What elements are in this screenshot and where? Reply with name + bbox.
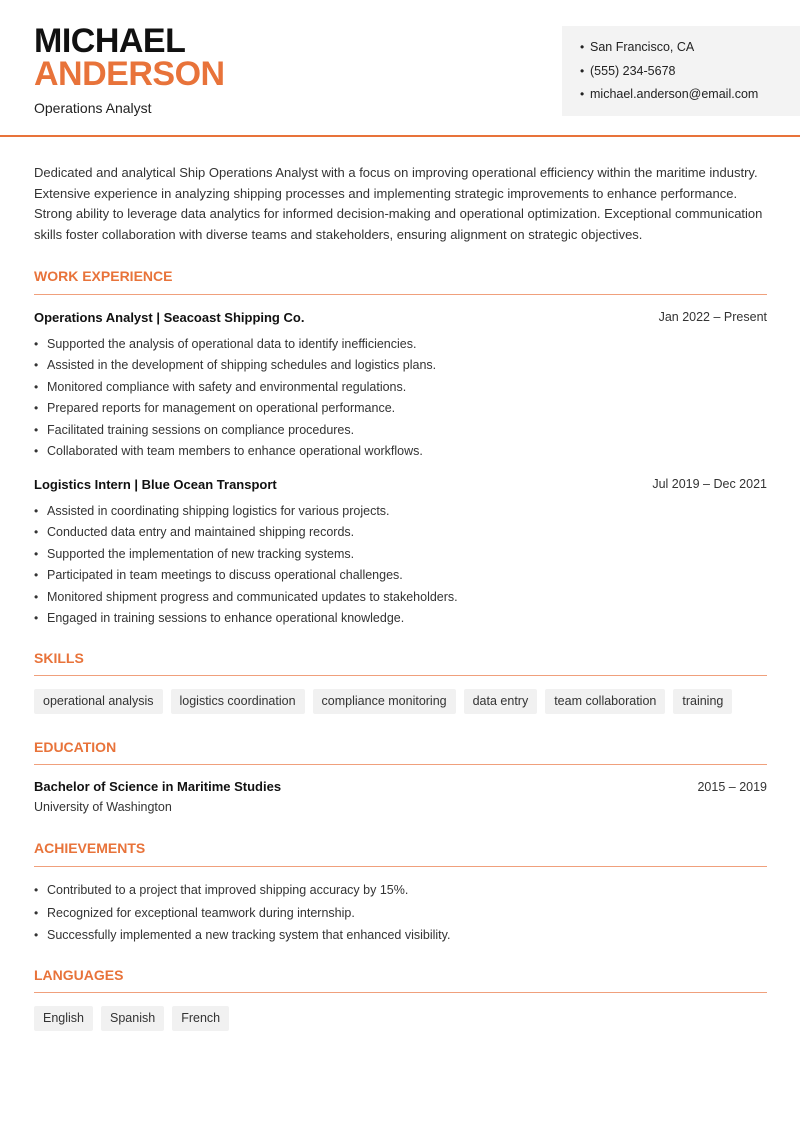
contact-phone: • (555) 234-5678 <box>580 62 800 86</box>
section-divider <box>34 764 767 765</box>
job-role: Operations Analyst | Seacoast Shipping Co. <box>34 310 305 325</box>
list-item: • Collaborated with team members to enhance operational workflows. <box>34 442 767 463</box>
job-dates: Jul 2019 – Dec 2021 <box>652 477 767 491</box>
list-item: • Recognized for exceptional teamwork during internship. <box>34 904 767 927</box>
section-divider <box>34 675 767 676</box>
job-bullets <box>34 335 767 463</box>
education-school: University of Washington <box>34 800 172 814</box>
skill-tag: team collaboration <box>545 689 665 714</box>
contact-location: • San Francisco, CA <box>580 38 800 62</box>
language-tag: French <box>172 1006 229 1031</box>
last-name: ANDERSON <box>34 55 225 93</box>
skills-tags <box>34 689 732 714</box>
language-tag: English <box>34 1006 93 1031</box>
job-header <box>34 477 767 492</box>
skill-tag: data entry <box>464 689 538 714</box>
resume-header <box>0 0 800 137</box>
education-degree: Bachelor of Science in Maritime Studies <box>34 779 282 794</box>
section-title-education: EDUCATION <box>34 739 117 755</box>
list-item: • Contributed to a project that improved shipping accuracy by 15%. <box>34 881 767 904</box>
job-dates: Jan 2022 – Present <box>658 310 767 324</box>
skill-tag: logistics coordination <box>171 689 305 714</box>
section-divider <box>34 294 767 295</box>
section-title-skills: SKILLS <box>34 650 84 666</box>
list-item: • Supported the analysis of operational data to identify inefficiencies. <box>34 335 767 356</box>
section-divider <box>34 866 767 867</box>
list-item: • Engaged in training sessions to enhance operational knowledge. <box>34 609 767 630</box>
list-item: • Prepared reports for management on operational performance. <box>34 399 767 420</box>
job-title: Operations Analyst <box>34 100 152 116</box>
list-item: • Monitored shipment progress and communicated updates to stakeholders. <box>34 588 767 609</box>
section-divider <box>34 992 767 993</box>
first-name: MICHAEL <box>34 22 186 60</box>
achievement-bullets <box>34 881 767 949</box>
language-tag: Spanish <box>101 1006 164 1031</box>
list-item: • Assisted in coordinating shipping logistics for various projects. <box>34 502 767 523</box>
skill-tag: training <box>673 689 732 714</box>
skill-tag: compliance monitoring <box>313 689 456 714</box>
list-item: • Assisted in the development of shipping schedules and logistics plans. <box>34 356 767 377</box>
skill-tag: operational analysis <box>34 689 163 714</box>
summary-text: Dedicated and analytical Ship Operations Analyst with a focus on improving operational efficiency within the maritime industry. Extensive experience in analyzing shipping processes and implementing strategic improvements to enhance performance. Strong ability to leverage data analytics for informed decision-making and operational optimization. Exceptional communication skills foster collaboration with diverse teams and stakeholders, ensuring alignment on strategic objectives. <box>34 165 763 243</box>
job-header <box>34 310 767 325</box>
education-dates: 2015 – 2019 <box>697 780 767 794</box>
job-role: Logistics Intern | Blue Ocean Transport <box>34 477 277 492</box>
job-bullets <box>34 502 767 630</box>
contact-box <box>562 26 800 116</box>
section-title-work: WORK EXPERIENCE <box>34 268 173 284</box>
list-item: • Supported the implementation of new tracking systems. <box>34 545 767 566</box>
list-item: • Successfully implemented a new tracking system that enhanced visibility. <box>34 926 767 949</box>
list-item: • Participated in team meetings to discuss operational challenges. <box>34 566 767 587</box>
section-title-languages: LANGUAGES <box>34 967 124 983</box>
language-tags <box>34 1006 229 1031</box>
section-title-achievements: ACHIEVEMENTS <box>34 840 146 856</box>
contact-email[interactable]: • michael.anderson@email.com <box>580 85 800 109</box>
list-item: • Facilitated training sessions on compliance procedures. <box>34 421 767 442</box>
list-item: • Conducted data entry and maintained shipping records. <box>34 523 767 544</box>
list-item: • Monitored compliance with safety and environmental regulations. <box>34 378 767 399</box>
